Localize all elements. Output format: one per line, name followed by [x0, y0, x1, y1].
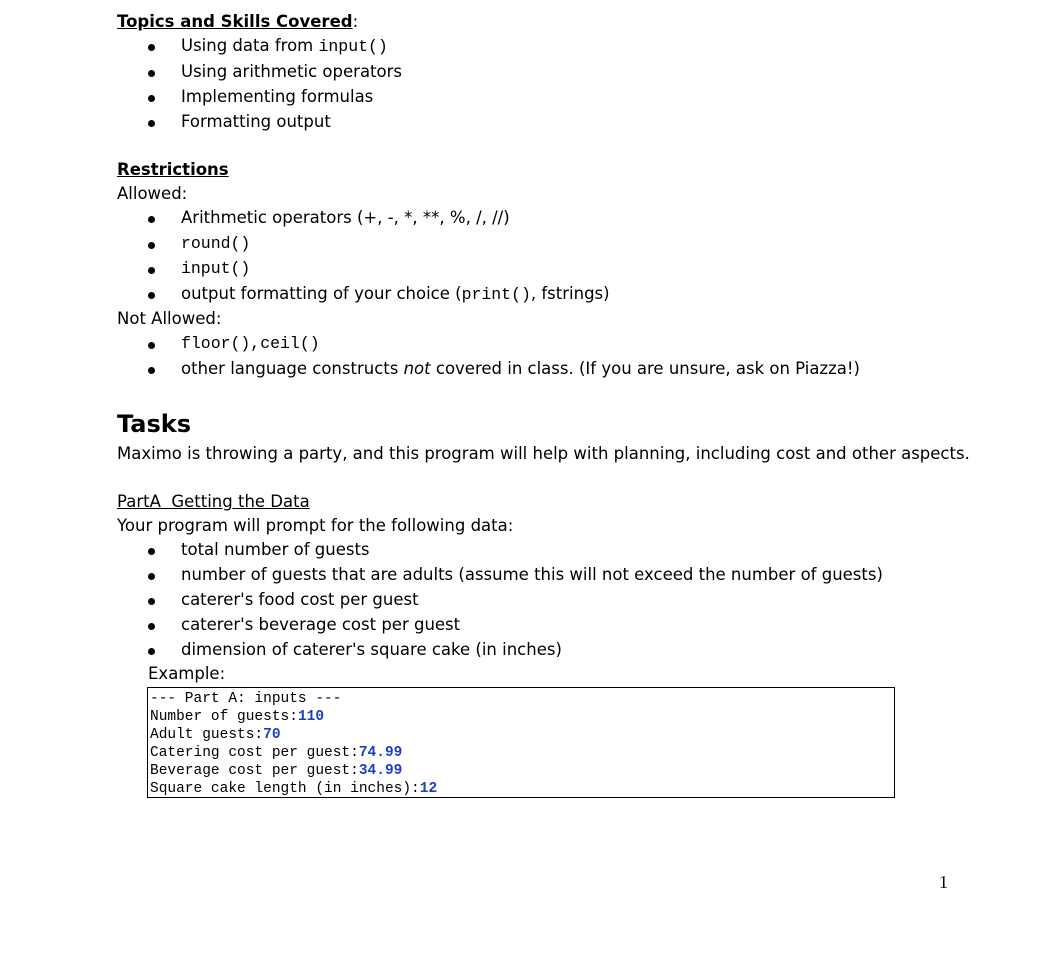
list-item: dimension of caterer's square cake (in inches): [181, 640, 562, 659]
list-item: caterer's food cost per guest: [181, 590, 419, 609]
bullet-icon: [148, 70, 155, 77]
list-item: number of guests that are adults (assume this will not exceed the number of guests): [181, 565, 883, 584]
console-line: Number of guests:110: [150, 709, 325, 726]
list-item: other language constructs not covered in class. (If you are unsure, ask on Piazza!): [181, 359, 860, 378]
console-line: Catering cost per guest:74.99: [150, 745, 403, 762]
bullet-icon: [148, 342, 155, 349]
example-label: Example:: [148, 664, 226, 683]
console-line: Square cake length (in inches):12: [150, 781, 438, 798]
allowed-label: Allowed:: [117, 184, 188, 203]
bullet-icon: [148, 267, 155, 274]
list-item: Implementing formulas: [181, 87, 374, 106]
list-item: caterer's beverage cost per guest: [181, 615, 461, 634]
bullet-icon: [148, 120, 155, 127]
bullet-icon: [148, 216, 155, 223]
list-item: output formatting of your choice (print(), fstrings): [181, 284, 610, 304]
topics-heading: Topics and Skills Covered:: [117, 12, 359, 31]
tasks-title: Tasks: [117, 410, 192, 438]
console-line: --- Part A: inputs ---: [150, 691, 342, 707]
not-allowed-label: Not Allowed:: [117, 309, 222, 328]
list-item: Formatting output: [181, 112, 331, 131]
tasks-intro: Maximo is throwing a party, and this program will help with planning, including cost and other aspects.: [117, 444, 970, 463]
bullet-icon: [148, 44, 155, 51]
list-item: floor(),ceil(): [181, 334, 320, 353]
bullet-icon: [148, 367, 155, 374]
bullet-icon: [148, 648, 155, 655]
list-item: total number of guests: [181, 540, 370, 559]
bullet-icon: [148, 548, 155, 555]
console-line: Beverage cost per guest:34.99: [150, 763, 403, 780]
list-item: input(): [181, 259, 251, 278]
list-item: round(): [181, 234, 251, 253]
part-a-heading: PartA Getting the Data: [117, 492, 310, 511]
list-item: Using data from input(): [181, 36, 388, 56]
console-line: Adult guests:70: [150, 727, 281, 744]
bullet-icon: [148, 598, 155, 605]
page-number: 1: [939, 872, 948, 892]
bullet-icon: [148, 242, 155, 249]
bullet-icon: [148, 623, 155, 630]
part-a-prompt: Your program will prompt for the following data:: [117, 516, 514, 535]
console-example: [147, 687, 895, 798]
bullet-icon: [148, 292, 155, 299]
list-item: Using arithmetic operators: [181, 62, 402, 81]
restrictions-heading: Restrictions: [117, 160, 229, 179]
list-item: Arithmetic operators (+, -, *, **, %, /, //): [181, 208, 510, 227]
bullet-icon: [148, 573, 155, 580]
bullet-icon: [148, 95, 155, 102]
